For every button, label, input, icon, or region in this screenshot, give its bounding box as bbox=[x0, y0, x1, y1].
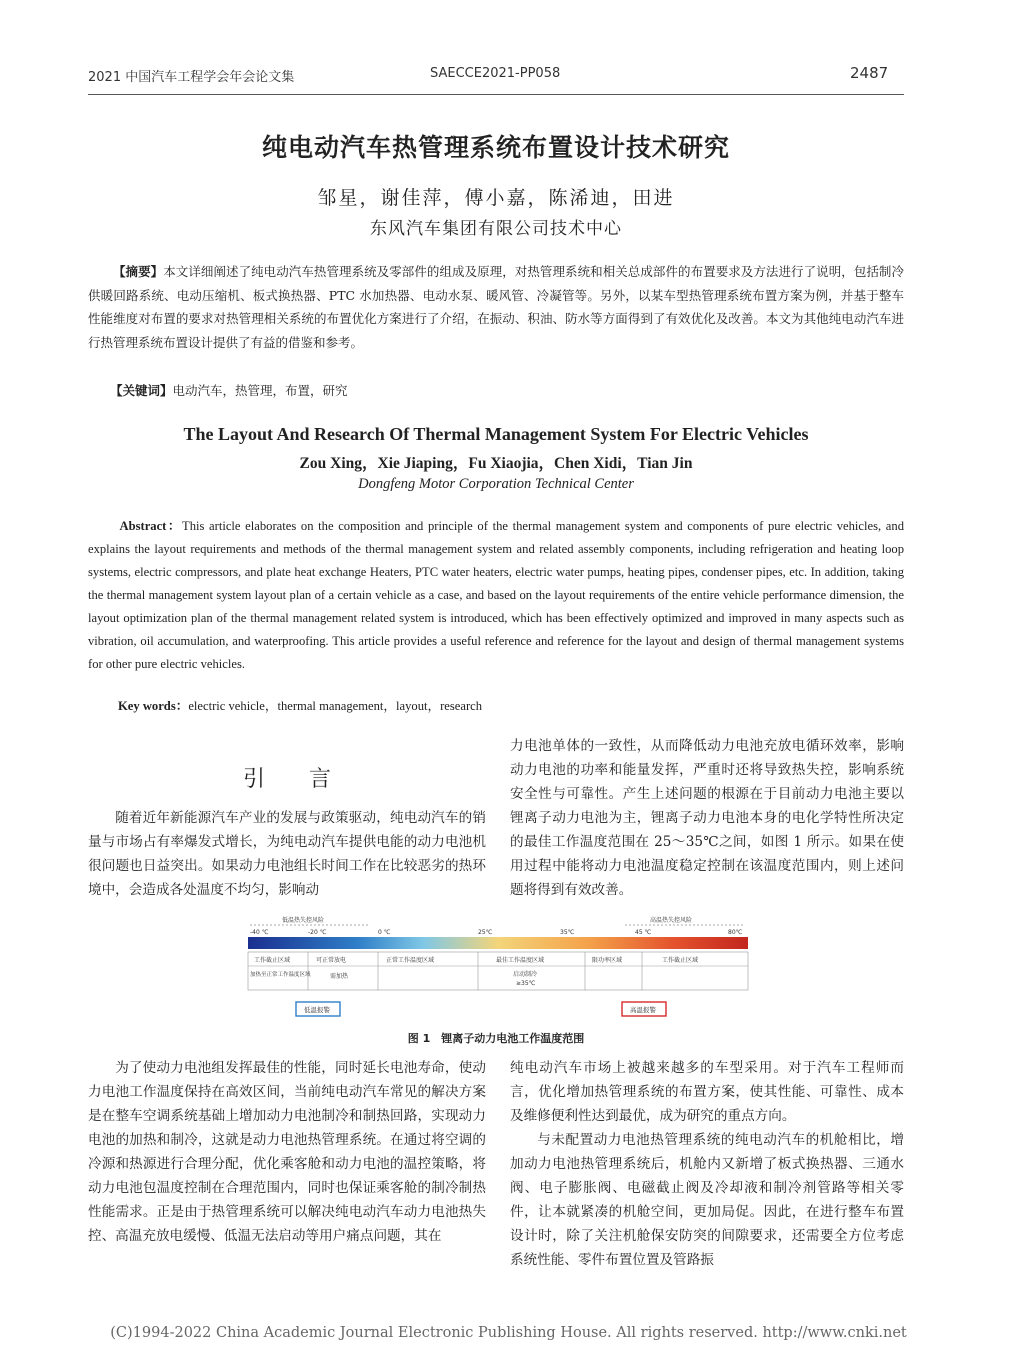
fig-cell: 工作截止区域 bbox=[254, 957, 291, 964]
fig-gradient-bar bbox=[248, 937, 748, 949]
abstract-en-text: This article elaborates on the composition and principle of the thermal management system and components of pure electric vehicles, and explains the layout requirements and methods of the thermal management system and related assembly components, including refrigeration and heating loop systems, electric compressors, and plate heat exchange Heaters, PTC water heaters, electric water pumps, heating pipes, condenser pipes, etc. In addition, taking the thermal management system layout plan of a certain vehicle as a case, and based on the layout requirements of the entire vehicle performance dimension, the layout optimization plan of the thermal management related system is introduced, which has been effectively optimized and improved in many aspects such as vibration, oil accumulation, and waterproofing. This article provides a useful reference and reference for the layout and design of thermal management systems for other pure electric vehicles. bbox=[88, 519, 904, 671]
fig-high-alarm-label: 高温报警 bbox=[630, 1006, 656, 1014]
fig-tick: 25℃ bbox=[478, 929, 493, 936]
header-paper-id: SAECCE2021-PP058 bbox=[430, 66, 561, 81]
body-left-column bbox=[88, 1056, 486, 1248]
title-cn: 纯电动汽车热管理系统布置设计技术研究 bbox=[261, 133, 730, 162]
keywords-en-label: Key words： bbox=[118, 699, 189, 713]
keywords-cn-text: 电动汽车，热管理，布置，研究 bbox=[172, 383, 348, 398]
title-en: The Layout And Research Of Thermal Management System For Electric Vehicles bbox=[183, 424, 809, 444]
authors-en: Zou Xing，Xie Jiaping，Fu Xiaojia，Chen Xidi，Tian Jin bbox=[299, 455, 693, 472]
fig-cell: 最佳工作温度区域 bbox=[496, 957, 545, 964]
abstract-cn bbox=[88, 260, 904, 354]
fig-cell: 工作截止区域 bbox=[662, 957, 699, 964]
section-heading-intro: 引 言 bbox=[242, 767, 331, 792]
keywords-cn-label: 【关键词】 bbox=[110, 383, 173, 398]
abstract-en-label: Abstract： bbox=[119, 519, 182, 533]
intro-left-column bbox=[88, 806, 486, 902]
abstract-cn-label: 【摘要】 bbox=[113, 264, 164, 279]
fig-tick: 35℃ bbox=[560, 929, 575, 936]
figure-1 bbox=[230, 912, 750, 1022]
fig-tick: -20 ℃ bbox=[308, 929, 327, 936]
keywords-en-text: electric vehicle，thermal management，layout，research bbox=[188, 699, 483, 713]
fig-label-high-risk: 高温热失控风险 bbox=[650, 917, 693, 924]
header-journal: 2021 中国汽车工程学会年会论文集 bbox=[88, 70, 295, 85]
body-right-paragraph-2: 与未配置动力电池热管理系统的纯电动汽车的机舱相比，增加动力电池热管理系统后，机舱内又新增了板式换热器、三通水阀、电子膨胀阀、电磁截止阀及冷却液和制冷剂管路等相关零件，让本就紧凑的机舱空间，更加局促。因此，在进行整车布置设计时，除了关注机舱保安防突的间隙要求，还需要全方位考虑系统性能、零件布置位置及管路振 bbox=[510, 1132, 904, 1268]
intro-left-paragraph: 随着近年新能源汽车产业的发展与政策驱动，纯电动汽车的销量与市场占有率爆发式增长，为纯电动汽车提供电能的动力电池机很问题也日益突出。如果动力电池组长时间工作在比较恶劣的热环境中，会造成各处温度不均匀，影响动 bbox=[88, 810, 486, 898]
fig-tick: 80℃ bbox=[728, 929, 743, 936]
keywords-cn bbox=[110, 380, 348, 399]
intro-right-paragraph: 力电池单体的一致性，从而降低动力电池充放电循环效率，影响动力电池的功率和能量发挥，严重时还将导致热失控，影响系统安全性与可靠性。产生上述问题的根源在于目前动力电池主要以锂离子动力电池为主，锂离子动力电池本身的电化学特性所决定的最佳工作温度范围在 25～35℃之间，如图 1 所示。如果在使用过程中能将动力电池温度稳定控制在该温度范围内，则上述问题将得到有效改善。 bbox=[510, 738, 904, 898]
fig-tick: 0 ℃ bbox=[378, 929, 391, 936]
fig-low-alarm-label: 低温报警 bbox=[304, 1006, 330, 1014]
fig-cell: 加热至正常工作温度区域 bbox=[250, 972, 311, 978]
header-page-number: 2487 bbox=[850, 64, 889, 82]
body-right-paragraph-1: 纯电动汽车市场上被越来越多的车型采用。对于汽车工程师而言，优化增加热管理系统的布置方案，使其性能、可靠性、成本及维修便利性达到最优，成为研究的重点方向。 bbox=[510, 1060, 904, 1124]
abstract-en bbox=[88, 515, 904, 676]
header-rule bbox=[88, 94, 904, 95]
abstract-cn-text: 本文详细阐述了纯电动汽车热管理系统及零部件的组成及原理，对热管理系统和相关总成部件的布置要求及方法进行了说明，包括制冷供暖回路系统、电动压缩机、板式换热器、PTC 水加热器、电动水泵、暖风管、冷凝管等。另外，以某车型热管理系统布置方案为例，并基于整车性能维度对布置的要求对热管理相关系统的布置优化方案进行了介绍，在振动、积油、防水等方面得到了有效优化及改善。本文为其他纯电动汽车进行热管理系统布置设计提供了有益的借鉴和参考。 bbox=[88, 264, 904, 350]
fig-tick: -40 ℃ bbox=[250, 929, 269, 936]
fig-cell: 需加热 bbox=[330, 973, 349, 980]
fig-cell: 启动制冷 bbox=[513, 971, 538, 978]
copyright-footer: (C)1994-2022 China Academic Journal Electronic Publishing House. All rights reserved. http://www.cnki.net bbox=[110, 1325, 907, 1341]
authors-cn: 邹星，谢佳萍，傅小嘉，陈浠迪，田进 bbox=[317, 187, 675, 209]
fig-cell: 正常工作温度区域 bbox=[386, 957, 435, 964]
body-right-column bbox=[510, 1056, 904, 1272]
body-left-paragraph: 为了使动力电池组发挥最佳的性能，同时延长电池寿命，使动力电池工作温度保持在高效区间，当前纯电动汽车常见的解决方案是在整车空调系统基础上增加动力电池制冷和制热回路，实现动力电池的加热和制冷，这就是动力电池热管理系统。在通过将空调的冷源和热源进行合理分配，优化乘客舱和动力电池的温控策略，将动力电池包温度控制在合理范围内，同时也保证乘客舱的制冷制热性能需求。正是由于热管理系统可以解决纯电动汽车动力电池热失控、高温充放电缓慢、低温无法启动等用户痛点问题，其在 bbox=[88, 1060, 486, 1244]
keywords-en bbox=[118, 695, 482, 718]
fig-label-low-risk: 低温热失控风险 bbox=[282, 917, 325, 924]
fig-cell: 可正常放电 bbox=[316, 957, 347, 964]
figure-1-caption: 图 1 锂离子动力电池工作温度范围 bbox=[407, 1032, 585, 1045]
fig-cell: ≥35℃ bbox=[516, 980, 536, 987]
affiliation-cn: 东风汽车集团有限公司技术中心 bbox=[370, 219, 622, 239]
fig-cell: 限功率区域 bbox=[592, 957, 623, 964]
intro-right-column bbox=[510, 734, 904, 902]
fig-tick: 45 ℃ bbox=[635, 929, 652, 936]
affiliation-en: Dongfeng Motor Corporation Technical Center bbox=[358, 476, 634, 492]
